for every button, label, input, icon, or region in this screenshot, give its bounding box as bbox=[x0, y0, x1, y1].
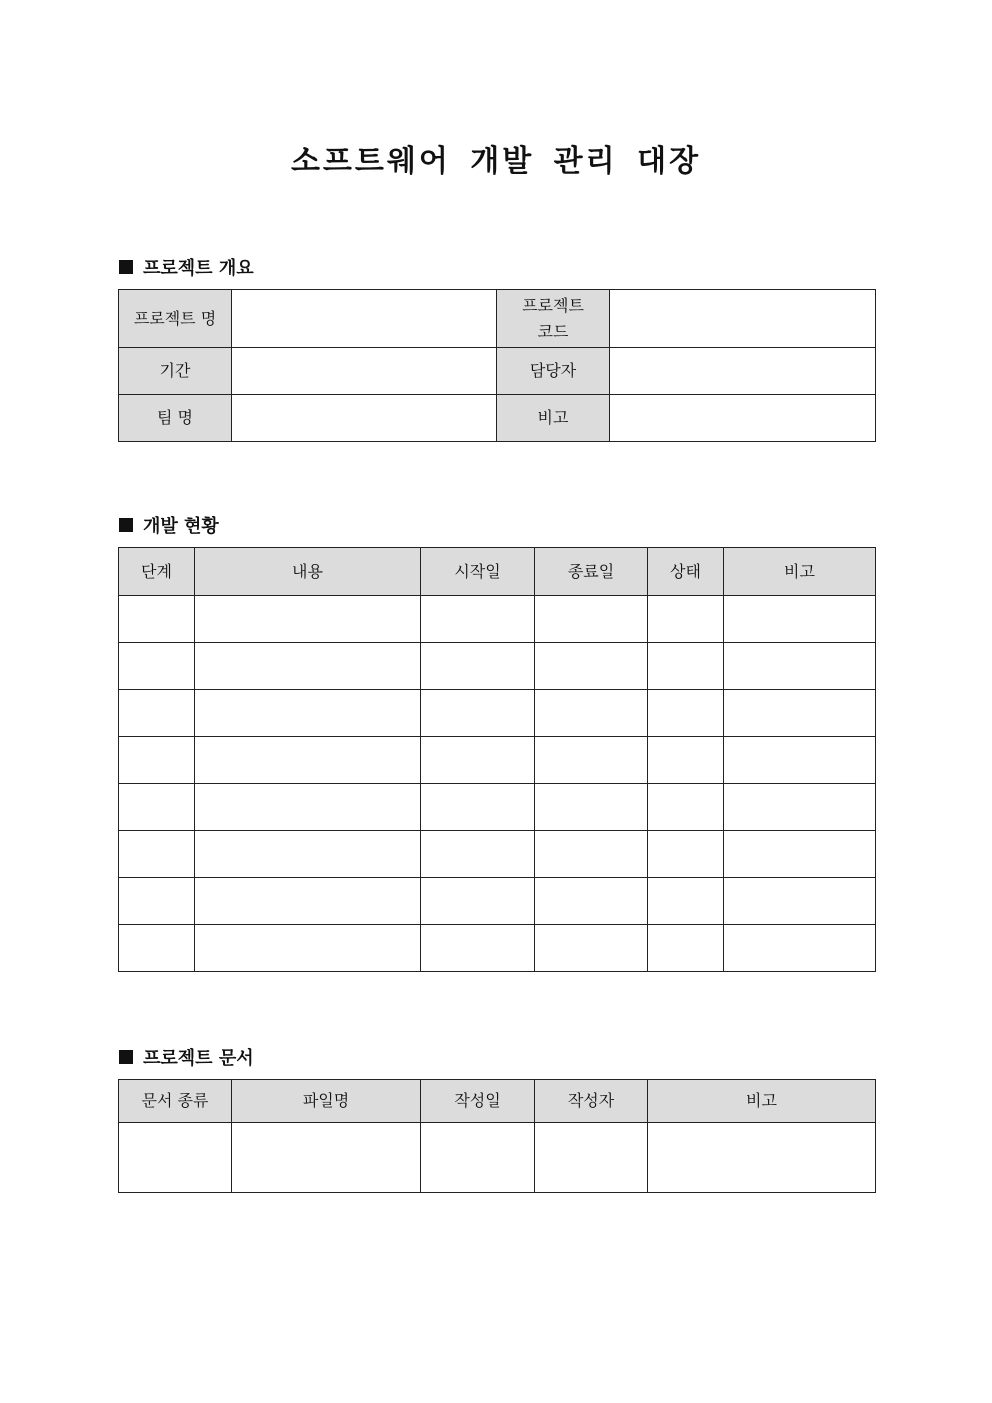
cell-file-name[interactable] bbox=[232, 1123, 421, 1193]
period-label: 기간 bbox=[119, 348, 232, 395]
cell-start-date[interactable] bbox=[421, 643, 535, 690]
period-field[interactable] bbox=[232, 348, 497, 395]
section-heading-documents bbox=[119, 1044, 254, 1070]
column-header-start-date: 시작일 bbox=[421, 548, 535, 596]
project-code-label-line2: 코드 bbox=[537, 321, 569, 341]
cell-end-date[interactable] bbox=[535, 925, 648, 972]
square-bullet-icon bbox=[119, 260, 133, 274]
note-label: 비고 bbox=[497, 395, 610, 442]
cell-doc-type[interactable] bbox=[119, 1123, 232, 1193]
column-header-file-name: 파일명 bbox=[232, 1080, 421, 1123]
cell-end-date[interactable] bbox=[535, 737, 648, 784]
table-row bbox=[119, 925, 876, 972]
table-header-row bbox=[119, 548, 876, 596]
cell-note[interactable] bbox=[724, 737, 876, 784]
cell-end-date[interactable] bbox=[535, 596, 648, 643]
cell-start-date[interactable] bbox=[421, 596, 535, 643]
cell-start-date[interactable] bbox=[421, 878, 535, 925]
project-name-label: 프로젝트 명 bbox=[119, 290, 232, 348]
table-row bbox=[119, 878, 876, 925]
column-header-end-date: 종료일 bbox=[535, 548, 648, 596]
cell-note[interactable] bbox=[724, 596, 876, 643]
cell-note[interactable] bbox=[724, 784, 876, 831]
table-row bbox=[119, 690, 876, 737]
square-bullet-icon bbox=[119, 1050, 133, 1064]
cell-end-date[interactable] bbox=[535, 643, 648, 690]
team-field[interactable] bbox=[232, 395, 497, 442]
cell-state[interactable] bbox=[648, 784, 724, 831]
manager-label: 담당자 bbox=[497, 348, 610, 395]
table-row bbox=[119, 737, 876, 784]
cell-state[interactable] bbox=[648, 925, 724, 972]
cell-note[interactable] bbox=[724, 643, 876, 690]
table-row bbox=[119, 348, 876, 395]
cell-end-date[interactable] bbox=[535, 831, 648, 878]
section-heading-status bbox=[119, 512, 219, 538]
cell-start-date[interactable] bbox=[421, 690, 535, 737]
section-heading-overview bbox=[119, 254, 254, 280]
column-header-note: 비고 bbox=[648, 1080, 876, 1123]
cell-stage[interactable] bbox=[119, 643, 195, 690]
cell-state[interactable] bbox=[648, 596, 724, 643]
cell-content[interactable] bbox=[195, 784, 421, 831]
section-heading-status-label: 개발 현황 bbox=[143, 516, 219, 537]
project-code-label bbox=[497, 290, 610, 348]
column-header-doc-type: 문서 종류 bbox=[119, 1080, 232, 1123]
cell-note[interactable] bbox=[724, 925, 876, 972]
project-code-label-line1: 프로젝트 bbox=[522, 295, 584, 315]
cell-content[interactable] bbox=[195, 925, 421, 972]
table-row bbox=[119, 831, 876, 878]
cell-note[interactable] bbox=[724, 690, 876, 737]
table-row bbox=[119, 395, 876, 442]
cell-content[interactable] bbox=[195, 737, 421, 784]
cell-note[interactable] bbox=[648, 1123, 876, 1193]
cell-stage[interactable] bbox=[119, 878, 195, 925]
cell-stage[interactable] bbox=[119, 831, 195, 878]
cell-content[interactable] bbox=[195, 831, 421, 878]
status-table bbox=[118, 547, 876, 972]
cell-start-date[interactable] bbox=[421, 784, 535, 831]
cell-note[interactable] bbox=[724, 878, 876, 925]
column-header-author: 작성자 bbox=[535, 1080, 648, 1123]
column-header-stage: 단계 bbox=[119, 548, 195, 596]
documents-table bbox=[118, 1079, 876, 1193]
cell-end-date[interactable] bbox=[535, 784, 648, 831]
cell-state[interactable] bbox=[648, 831, 724, 878]
cell-state[interactable] bbox=[648, 878, 724, 925]
cell-stage[interactable] bbox=[119, 596, 195, 643]
column-header-note: 비고 bbox=[724, 548, 876, 596]
cell-state[interactable] bbox=[648, 737, 724, 784]
cell-content[interactable] bbox=[195, 643, 421, 690]
cell-stage[interactable] bbox=[119, 784, 195, 831]
cell-start-date[interactable] bbox=[421, 831, 535, 878]
overview-table bbox=[118, 289, 876, 442]
project-name-field[interactable] bbox=[232, 290, 497, 348]
table-row bbox=[119, 784, 876, 831]
cell-note[interactable] bbox=[724, 831, 876, 878]
cell-stage[interactable] bbox=[119, 690, 195, 737]
cell-state[interactable] bbox=[648, 690, 724, 737]
section-heading-documents-label: 프로젝트 문서 bbox=[143, 1048, 254, 1069]
cell-content[interactable] bbox=[195, 690, 421, 737]
cell-state[interactable] bbox=[648, 643, 724, 690]
table-row bbox=[119, 596, 876, 643]
cell-content[interactable] bbox=[195, 878, 421, 925]
cell-author[interactable] bbox=[535, 1123, 648, 1193]
cell-stage[interactable] bbox=[119, 737, 195, 784]
square-bullet-icon bbox=[119, 518, 133, 532]
cell-stage[interactable] bbox=[119, 925, 195, 972]
cell-created-date[interactable] bbox=[421, 1123, 535, 1193]
table-row bbox=[119, 1123, 876, 1193]
cell-content[interactable] bbox=[195, 596, 421, 643]
manager-field[interactable] bbox=[610, 348, 876, 395]
table-row bbox=[119, 290, 876, 348]
note-field[interactable] bbox=[610, 395, 876, 442]
column-header-created-date: 작성일 bbox=[421, 1080, 535, 1123]
cell-start-date[interactable] bbox=[421, 925, 535, 972]
table-row bbox=[119, 643, 876, 690]
cell-start-date[interactable] bbox=[421, 737, 535, 784]
team-label: 팀 명 bbox=[119, 395, 232, 442]
page-title: 소프트웨어 개발 관리 대장 bbox=[290, 144, 702, 179]
table-header-row bbox=[119, 1080, 876, 1123]
column-header-content: 내용 bbox=[195, 548, 421, 596]
cell-end-date[interactable] bbox=[535, 690, 648, 737]
cell-end-date[interactable] bbox=[535, 878, 648, 925]
column-header-state: 상태 bbox=[648, 548, 724, 596]
project-code-field[interactable] bbox=[610, 290, 876, 348]
section-heading-overview-label: 프로젝트 개요 bbox=[143, 258, 254, 279]
